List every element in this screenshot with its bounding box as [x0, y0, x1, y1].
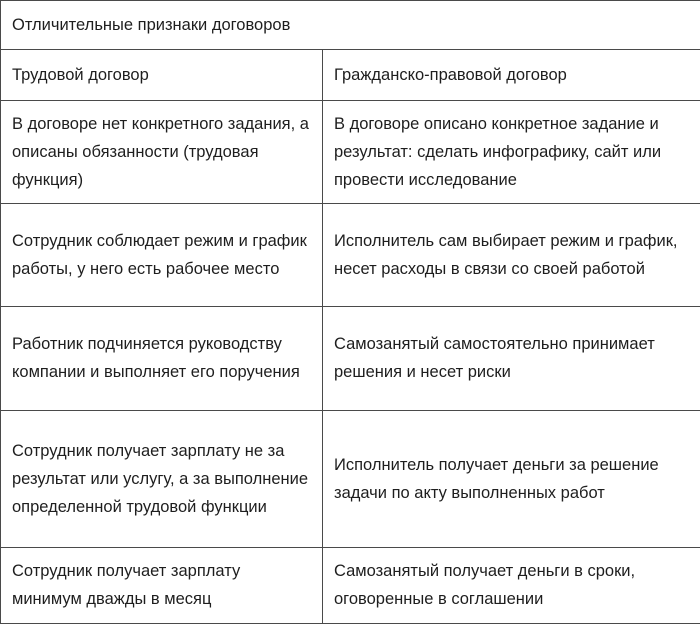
table-row [1, 411, 700, 548]
table-cell-employment: Сотрудник соблюдает режим и график работы, у него есть рабочее место [1, 204, 323, 307]
table-row [1, 204, 700, 307]
table-title-row [1, 1, 700, 50]
table-cell-civil: Самозанятый самостоятельно принимает решения и несет риски [323, 307, 700, 411]
table-cell-civil: Исполнитель сам выбирает режим и график, несет расходы в связи со своей работой [323, 204, 700, 307]
table-cell-employment: Сотрудник получает зарплату не за результат или услугу, а за выполнение определенной трудовой функции [1, 411, 323, 548]
table-title: Отличительные признаки договоров [1, 1, 700, 50]
table-cell-employment: Работник подчиняется руководству компании и выполняет его поручения [1, 307, 323, 411]
table-cell-civil: Исполнитель получает деньги за решение задачи по акту выполненных работ [323, 411, 700, 548]
table-header-row [1, 50, 700, 101]
table-row [1, 548, 700, 624]
table-cell-employment: Сотрудник получает зарплату минимум дважды в месяц [1, 548, 323, 624]
header-employment-contract: Трудовой договор [1, 50, 323, 101]
table-cell-civil: В договоре описано конкретное задание и результат: сделать инфографику, сайт или провести исследование [323, 101, 700, 204]
table-row [1, 307, 700, 411]
table-row [1, 101, 700, 204]
table-cell-employment: В договоре нет конкретного задания, а описаны обязанности (трудовая функция) [1, 101, 323, 204]
header-civil-contract: Гражданско-правовой договор [323, 50, 700, 101]
table-cell-civil: Самозанятый получает деньги в сроки, оговоренные в соглашении [323, 548, 700, 624]
